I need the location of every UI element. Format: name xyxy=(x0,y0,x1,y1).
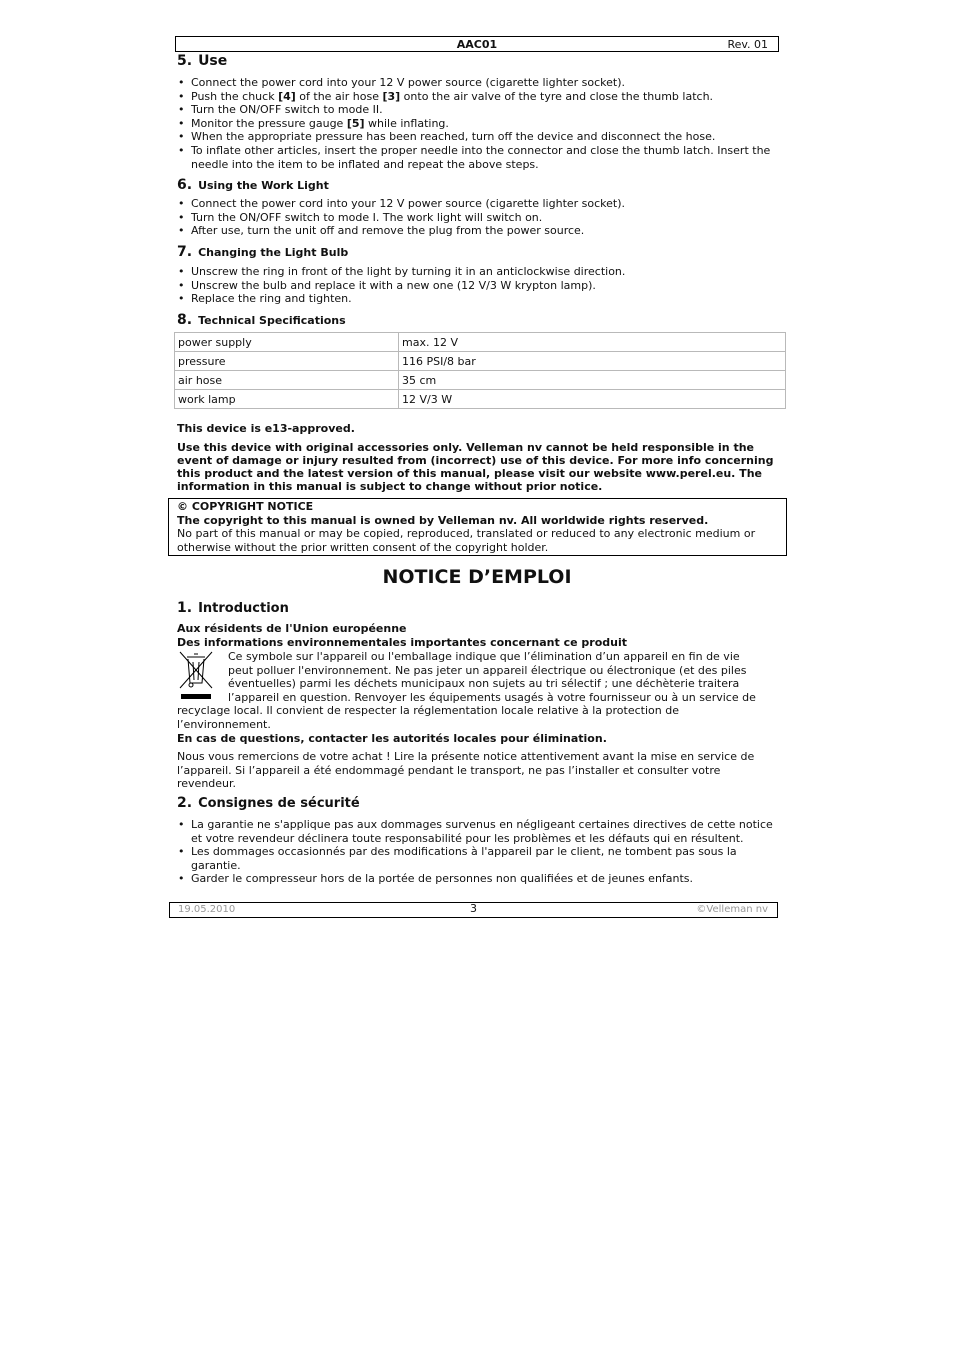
list-item: • Monitor the pressure gauge [5] while inflating. xyxy=(177,117,777,131)
section-number: 7. xyxy=(177,244,193,260)
disclaimer: Use this device with original accessories only. Velleman nv cannot be held responsible in the event of damage or injury resulted from (incorrect) use of this device. For more info concerning this product and the latest version of this manual, please visit our website www.perel.eu. The information in this manual is subject to change without prior notice. xyxy=(177,441,774,493)
work-light-steps-list xyxy=(177,197,777,238)
table-row xyxy=(175,371,786,390)
weee-line: peut polluer l'environnement. Ne pas jeter un appareil électrique ou électronique (et des piles xyxy=(228,663,747,677)
section-8-heading xyxy=(177,312,346,328)
revision: Rev. 01 xyxy=(727,38,768,51)
table-row xyxy=(175,333,786,352)
page-footer xyxy=(169,902,778,918)
copyright-text: No part of this manual or may be copied, reproduced, translated or reduced to any electronic medium or otherwise without the prior written consent of the copyright holder. xyxy=(177,527,756,554)
table-cell: 116 PSI/8 bar xyxy=(399,352,786,371)
list-item: • After use, turn the unit off and remove the plug from the power source. xyxy=(177,224,777,238)
list-item: • Replace the ring and tighten. xyxy=(177,292,777,306)
approval-note: This device is e13-approved. xyxy=(177,422,355,435)
list-item: • Connect the power cord into your 12 V power source (cigarette lighter socket). xyxy=(177,76,777,90)
list-item: • When the appropriate pressure has been reached, turn off the device and disconnect the hose. xyxy=(177,130,777,144)
list-item: • Turn the ON/OFF switch to mode I. The work light will switch on. xyxy=(177,211,777,225)
footer-date: 19.05.2010 xyxy=(178,904,236,915)
part-reference: [5] xyxy=(346,116,365,130)
list-item: • Connect the power cord into your 12 V power source (cigarette lighter socket). xyxy=(177,197,777,211)
section-number: 5. xyxy=(177,53,193,69)
product-code: AAC01 xyxy=(456,38,498,51)
section-number: 8. xyxy=(177,312,193,328)
spec-table xyxy=(174,332,786,409)
list-item: • Turn the ON/OFF switch to mode II. xyxy=(177,103,777,117)
footer-copyright: ©Velleman nv xyxy=(696,904,768,915)
list-item: • Les dommages occasionnés par des modifications à l'appareil par le client, ne tombent pas sous la garantie. xyxy=(177,845,777,872)
copyright-title: © COPYRIGHT NOTICE xyxy=(177,500,314,513)
section-5-heading xyxy=(177,53,227,69)
list-item: • Unscrew the bulb and replace it with a new one (12 V/3 W krypton lamp). xyxy=(177,279,777,293)
french-manual-title: NOTICE D’EMPLOI xyxy=(382,566,572,588)
list-item: • Push the chuck [4] of the air hose [3] onto the air valve of the tyre and close the thumb latch. xyxy=(177,90,777,104)
section-number: 1. xyxy=(177,600,193,616)
weee-line: recyclage local. Il convient de respecter la réglementation locale relative à la protection de xyxy=(177,704,679,718)
table-cell: 12 V/3 W xyxy=(399,390,786,409)
table-cell: power supply xyxy=(175,333,399,352)
weee-line: éventuelles) parmi les déchets municipaux non sujets au tri sélectif ; une déchèterie traitera xyxy=(228,677,740,691)
list-item: • Unscrew the ring in front of the light by turning it in an anticlockwise direction. xyxy=(177,265,777,279)
table-cell: air hose xyxy=(175,371,399,390)
eu-residents: Aux résidents de l'Union européenne xyxy=(177,622,407,635)
table-row xyxy=(175,390,786,409)
thanks-paragraph: Nous vous remercions de votre achat ! Lire la présente notice attentivement avant la mise en service de l’appareil. Si l’appareil a été endommagé pendant le transport, ne pas l’installer et consulter votre revendeur. xyxy=(177,750,755,791)
table-cell: 35 cm xyxy=(399,371,786,390)
section-title: Introduction xyxy=(198,601,289,616)
section-title: Consignes de sécurité xyxy=(198,796,360,811)
section-number: 6. xyxy=(177,177,193,193)
fr-section-1-heading xyxy=(177,600,289,616)
questions-note: En cas de questions, contacter les autorités locales pour élimination. xyxy=(177,732,607,745)
section-title: Changing the Light Bulb xyxy=(198,246,349,259)
page-number: 3 xyxy=(470,902,477,915)
list-item: • La garantie ne s'applique pas aux dommages survenus en négligeant certaines directives de cette notice et votre revendeur déclinera toute responsabilité pour les problèmes et les défauts qui en résultent. xyxy=(177,818,777,845)
weee-line: l’environnement. xyxy=(177,717,271,731)
bulb-steps-list xyxy=(177,265,777,306)
copyright-box xyxy=(168,498,787,556)
section-7-heading xyxy=(177,244,348,260)
section-number: 2. xyxy=(177,795,193,811)
weee-line: l’appareil en question. Renvoyer les équipements usagés à votre fournisseur ou à un service de xyxy=(228,690,756,704)
weee-line: Ce symbole sur l'appareil ou l'emballage indique que l’élimination d’un appareil en fin de vie xyxy=(228,650,740,663)
environment-info-heading: Des informations environnementales importantes concernant ce produit xyxy=(177,636,627,649)
table-cell: work lamp xyxy=(175,390,399,409)
safety-list xyxy=(177,818,777,886)
table-row xyxy=(175,352,786,371)
section-6-heading xyxy=(177,177,329,193)
section-title: Use xyxy=(198,53,228,69)
copyright-owned: The copyright to this manual is owned by Velleman nv. All worldwide rights reserved. xyxy=(177,513,709,527)
fr-section-2-heading xyxy=(177,795,360,811)
list-item: • Garder le compresseur hors de la portée de personnes non qualifiées et de jeunes enfants. xyxy=(177,872,777,886)
part-reference: [4] xyxy=(278,89,296,103)
section-title: Using the Work Light xyxy=(198,179,329,192)
table-cell: max. 12 V xyxy=(399,333,786,352)
page-header xyxy=(175,36,779,52)
use-steps-list xyxy=(177,76,777,171)
table-cell: pressure xyxy=(175,352,399,371)
weee-text xyxy=(177,650,777,732)
part-reference: [3] xyxy=(382,89,401,103)
section-title: Technical Specifications xyxy=(198,314,346,327)
list-item: • To inflate other articles, insert the proper needle into the connector and close the thumb latch. Insert the needle into the item to be inflated and repeat the above steps. xyxy=(177,144,777,171)
